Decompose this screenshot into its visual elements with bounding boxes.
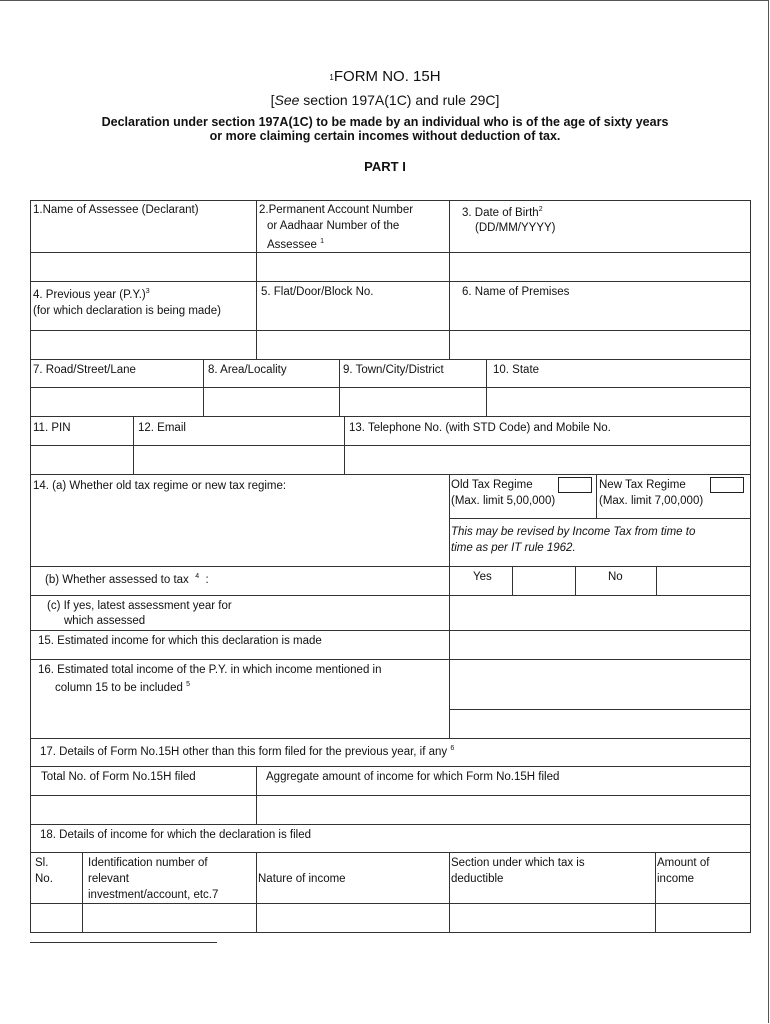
total-income-input[interactable]	[450, 660, 750, 709]
date-of-birth-input[interactable]	[450, 253, 750, 281]
footnote-separator	[30, 942, 217, 943]
label-previous-year: 4. Previous year $(P.Y.)^3$	[33, 288, 150, 301]
label-road-street: 7. Road/Street/Lane	[33, 364, 136, 376]
label-aggregate-income: Aggregate amount of income for which Form No.15H filed	[266, 771, 560, 783]
label-pan-line3: Assessee $^1$	[267, 238, 324, 251]
declaration-heading: Declaration under section 197A(1C) to be made by an individual who is of the age of sixty years or more claiming certain incomes without deduction of tax.	[101, 115, 669, 143]
label-email: 12. Email	[138, 422, 186, 434]
row-divider	[450, 709, 751, 710]
pan-input[interactable]	[257, 253, 449, 281]
col-sl-no-line1: Sl.	[35, 857, 49, 869]
label-total-income-line2: column 15 to be included $^5$	[55, 681, 190, 694]
amount-input[interactable]	[656, 904, 750, 932]
row-divider	[30, 566, 751, 567]
footnote-mark: 1	[329, 73, 334, 82]
nature-input[interactable]	[257, 904, 449, 932]
row-divider	[30, 281, 751, 282]
premises-input[interactable]	[450, 331, 750, 359]
form-title: $^1$FORM NO. 15H	[329, 68, 441, 85]
label-estimated-income: 15. Estimated income for which this declaration is made	[38, 635, 322, 647]
area-locality-input[interactable]	[204, 388, 339, 416]
yes-box[interactable]	[513, 567, 575, 595]
section-reference: [See section 197A(1C) and rule 29C]	[270, 92, 500, 108]
col-section-line1: Section under which tax is	[451, 857, 585, 869]
label-tax-regime: 14. (a) Whether old tax regime or new tax regime:	[33, 480, 287, 492]
label-details-form15h: 17. Details of Form No.15H other than this form filed for the previous year, if any $^6$	[40, 745, 455, 758]
row-divider	[30, 416, 751, 417]
row-divider	[30, 474, 751, 475]
email-input[interactable]	[134, 446, 344, 474]
revision-note-line2: time as per IT rule 1962.	[451, 542, 576, 554]
label-old-limit: (Max. limit 5,00,000)	[451, 495, 556, 507]
col-identification-line3: investment/account, etc.7	[88, 889, 219, 901]
col-section-line2: deductible	[451, 873, 504, 885]
road-street-input[interactable]	[31, 388, 203, 416]
col-sl-no-line2: No.	[35, 873, 53, 885]
col-identification-line2: relevant	[88, 873, 129, 885]
label-no: No	[608, 571, 623, 583]
no-box[interactable]	[657, 567, 750, 595]
row-divider	[30, 359, 751, 360]
revision-note-line1: This may be revised by Income Tax from time to	[451, 526, 696, 538]
previous-year-input[interactable]	[31, 331, 256, 359]
col-nature-of-income: Nature of income	[258, 873, 346, 885]
label-pan-line2: or Aadhaar Number of the	[267, 220, 400, 232]
label-state: 10. State	[493, 364, 540, 376]
label-name-of-premises: 6. Name of Premises	[462, 286, 570, 298]
col-amount-line1: Amount of	[657, 857, 710, 869]
pin-input[interactable]	[31, 446, 133, 474]
col-divider	[596, 474, 597, 518]
label-pan-line1: 2.Permanent Account Number	[259, 204, 414, 216]
label-name-of-assessee: 1.Name of Assessee (Declarant)	[33, 204, 199, 216]
aggregate-income-input[interactable]	[257, 796, 750, 824]
label-telephone: 13. Telephone No. (with STD Code) and Mobile No.	[349, 422, 611, 434]
label-town-city: 9. Town/City/District	[343, 364, 444, 376]
new-regime-checkbox[interactable]	[710, 477, 744, 493]
sl-no-input[interactable]	[31, 904, 82, 932]
total-forms-input[interactable]	[31, 796, 256, 824]
label-old-tax-regime: Old Tax Regime	[451, 479, 533, 491]
col-divider	[575, 566, 576, 595]
label-previous-year-note: (for which declaration is being made)	[33, 305, 221, 317]
label-new-limit: (Max. limit 7,00,000)	[599, 495, 704, 507]
name-of-assessee-input[interactable]	[31, 253, 256, 281]
label-details-of-income: 18. Details of income for which the declaration is filed	[40, 829, 312, 841]
label-date-of-birth: 3. Date of Birth$^2$	[462, 206, 543, 219]
identification-input[interactable]	[83, 904, 256, 932]
label-new-tax-regime: New Tax Regime	[599, 479, 686, 491]
col-identification-line1: Identification number of	[88, 857, 208, 869]
label-yes: Yes	[473, 571, 492, 583]
telephone-input[interactable]	[345, 446, 750, 474]
label-total-forms-filed: Total No. of Form No.15H filed	[41, 771, 196, 783]
flat-door-input[interactable]	[257, 331, 449, 359]
estimated-income-input[interactable]	[450, 631, 750, 659]
row-divider	[30, 766, 751, 767]
label-assessment-year-line1: (c) If yes, latest assessment year for	[47, 600, 232, 612]
label-area-locality: 8. Area/Locality	[208, 364, 287, 376]
col-amount-line2: income	[657, 873, 695, 885]
row-divider	[450, 518, 751, 519]
label-assessment-year-line2: which assessed	[64, 615, 146, 627]
label-pin: 11. PIN	[33, 422, 71, 434]
label-total-income-line1: 16. Estimated total income of the P.Y. in which income mentioned in	[38, 664, 382, 676]
town-city-input[interactable]	[340, 388, 486, 416]
row-divider	[30, 738, 751, 739]
part-heading: PART I	[364, 159, 406, 174]
section-input[interactable]	[450, 904, 655, 932]
row-divider	[30, 824, 751, 825]
state-input[interactable]	[487, 388, 750, 416]
label-assessed-to-tax: (b) Whether assessed to tax $^4$ :	[45, 573, 209, 586]
assessment-year-input[interactable]	[450, 596, 750, 630]
label-flat-door: 5. Flat/Door/Block No.	[261, 286, 374, 298]
old-regime-checkbox[interactable]	[558, 477, 592, 493]
label-dob-format: (DD/MM/YYYY)	[475, 222, 556, 234]
row-divider	[30, 852, 751, 853]
